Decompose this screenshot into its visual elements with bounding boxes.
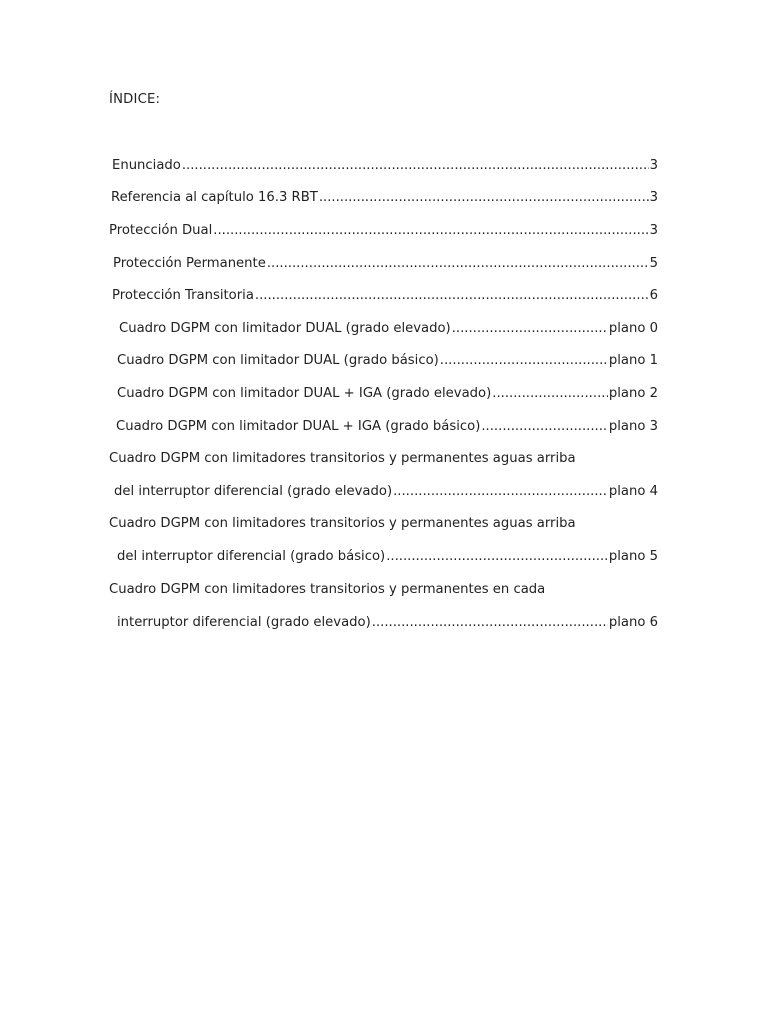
toc-entry-plano-1 — [117, 352, 658, 370]
toc-entry-label: Cuadro DGPM con limitador DUAL + IGA (grado básico) — [116, 419, 481, 434]
toc-entry-page: plano 6 — [608, 615, 658, 630]
toc-entry-label: Cuadro DGPM con limitador DUAL (grado básico) — [117, 353, 439, 368]
toc-entry-plano-4-line1: Cuadro DGPM con limitadores transitorios y permanentes aguas arriba — [109, 451, 576, 466]
toc-entry-plano-4 — [114, 483, 658, 501]
toc-entry-plano-2 — [117, 385, 658, 403]
toc-leader-dots — [492, 385, 608, 403]
toc-entry-page: plano 2 — [608, 386, 658, 401]
toc-entry-plano-0 — [119, 320, 658, 338]
toc-entry-plano-6 — [117, 614, 658, 632]
toc-leader-dots — [182, 157, 649, 175]
toc-entry-plano-6-line1: Cuadro DGPM con limitadores transitorios y permanentes en cada — [109, 582, 546, 597]
toc-entry-label: Protección Permanente — [113, 256, 266, 271]
toc-entry-page: 3 — [649, 158, 658, 173]
toc-entry-page: plano 0 — [608, 321, 658, 336]
toc-entry-label: Enunciado — [112, 158, 181, 173]
toc-leader-dots — [372, 614, 608, 632]
toc-leader-dots — [481, 418, 608, 436]
toc-entry-label: Protección Dual — [109, 223, 213, 238]
toc-entry-label: del interruptor diferencial (grado elevado) — [114, 484, 393, 499]
toc-entry-proteccion-transitoria — [112, 287, 658, 305]
toc-entry-plano-5-line1: Cuadro DGPM con limitadores transitorios y permanentes aguas arriba — [109, 516, 576, 531]
toc-entry-enunciado — [112, 157, 658, 175]
toc-entry-label: Cuadro DGPM con limitador DUAL + IGA (grado elevado) — [117, 386, 492, 401]
toc-entry-label: Referencia al capítulo 16.3 RBT — [111, 190, 318, 205]
toc-entry-page: plano 5 — [608, 549, 658, 564]
toc-leader-dots — [255, 287, 649, 305]
toc-leader-dots — [452, 320, 608, 338]
toc-entry-page: 3 — [649, 190, 658, 205]
toc-leader-dots — [393, 483, 608, 501]
toc-entry-proteccion-dual — [109, 222, 658, 240]
toc-entry-referencia — [111, 189, 658, 207]
toc-entry-page: plano 1 — [608, 353, 658, 368]
toc-entry-label: interruptor diferencial (grado elevado) — [117, 615, 371, 630]
toc-entry-page: plano 3 — [608, 419, 658, 434]
toc-entry-label: Cuadro DGPM con limitador DUAL (grado elevado) — [119, 321, 451, 336]
toc-entry-plano-3 — [116, 418, 658, 436]
toc-entry-page: 6 — [649, 288, 658, 303]
toc-leader-dots — [319, 189, 649, 207]
toc-entry-label: Protección Transitoria — [112, 288, 254, 303]
toc-leader-dots — [267, 255, 649, 273]
toc-entry-page: plano 4 — [608, 484, 658, 499]
toc-entry-page: 3 — [649, 223, 658, 238]
toc-entry-label: del interruptor diferencial (grado básico) — [117, 549, 386, 564]
toc-leader-dots — [213, 222, 648, 240]
toc-entry-proteccion-permanente — [113, 255, 658, 273]
toc-entry-plano-5 — [117, 548, 658, 566]
toc-entry-page: 5 — [649, 256, 658, 271]
toc-leader-dots — [386, 548, 608, 566]
index-title: ÍNDICE: — [109, 92, 161, 107]
toc-leader-dots — [440, 352, 608, 370]
